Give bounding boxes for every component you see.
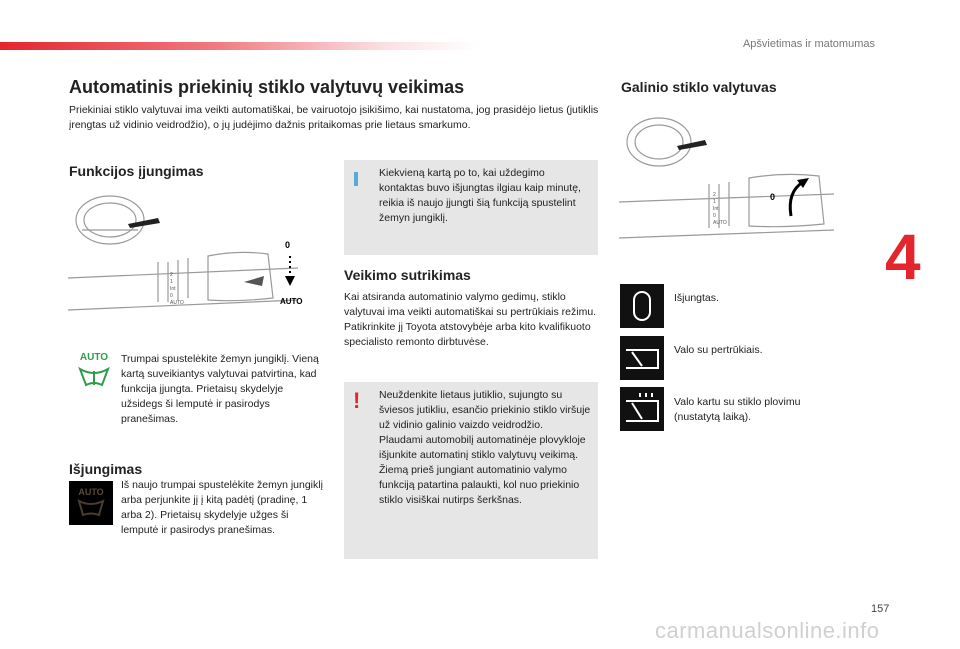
page-number: 157: [871, 603, 890, 615]
svg-text:Int: Int: [170, 286, 176, 292]
svg-text:Int: Int: [713, 206, 719, 212]
section-title: Apšvietimas ir matomumas: [742, 38, 875, 50]
front-wiper-stalk-illustration: [68, 190, 318, 320]
auto-wiper-indicator-icon: AUTO: [74, 352, 114, 394]
malfunction-text: Kai atsiranda automatinio valymo gedimų, stiklo valytuvai ima veikti automatiškai su pertrūkiais režimu. Patikrinkite jį Toyota atstovybėje arba kito kvalifikuoto specialisto remonto dirbtuvėse.: [344, 291, 597, 348]
rear-wiper-intermittent-label: Valo su pertrūkiais.: [674, 344, 763, 356]
svg-text:1: 1: [170, 279, 173, 285]
svg-text:AUTO: AUTO: [170, 300, 184, 306]
warning-text: Neuždenkite lietaus jutiklio, sujungto su šviesos jutikliu, esančio priekinio stiklo viršuje už vidinio galinio vaizdo veidrodžio. Plaudami automobilį automatinėje plovykloje išjunkite automatinį stiklo valytuvų veikimą. Žiemą prieš jungiant automatinio valymo funkciją patartina palaukti, kol nuo priekinio stiklo visiškai nutirps šerkšnas.: [379, 389, 591, 506]
rear-wiper-intermittent-icon: [620, 336, 664, 380]
svg-text:AUTO: AUTO: [713, 220, 727, 226]
stalk-label-auto: AUTO: [280, 297, 303, 306]
info-box: [344, 160, 598, 255]
svg-text:0: 0: [713, 213, 716, 219]
page-title: Automatinis priekinių stiklo valytuvų veikimas: [69, 77, 465, 97]
info-icon: [354, 172, 358, 186]
chapter-number: 4: [885, 221, 921, 293]
rear-wiper-washer-label: Valo kartu su stiklo plovimu (nustatytą laiką).: [674, 396, 801, 423]
svg-text:2: 2: [713, 192, 716, 198]
activation-heading: Funkcijos įjungimas: [69, 163, 204, 179]
header-accent-bar: [0, 42, 480, 50]
deactivation-text: Iš naujo trumpai spustelėkite žemyn jungiklį arba perjunkite jį į kitą padėtį (pradinę, 1 arba 2). Prietaisų skydelyje užges ši lemputė ir pasirodys pranešimas.: [121, 479, 323, 536]
auto-wiper-off-indicator-icon: AUTO: [69, 481, 113, 525]
info-text: Kiekvieną kartą po to, kai uždegimo kontaktas buvo išjungtas ilgiau kaip minutę, reikia iš naujo įjungti šią funkciją spustelint žemyn jungiklį.: [379, 167, 581, 224]
svg-text:1: 1: [713, 199, 716, 205]
rear-stalk-label-zero: 0: [770, 192, 776, 202]
malfunction-heading: Veikimo sutrikimas: [344, 267, 471, 283]
svg-text:0: 0: [170, 293, 173, 299]
warning-icon: !: [353, 388, 361, 413]
rear-wiper-heading: Galinio stiklo valytuvas: [621, 79, 777, 95]
warning-box: [344, 382, 598, 559]
rear-wiper-washer-icon: [620, 387, 664, 431]
rear-wiper-off-icon: [620, 284, 664, 328]
activation-text: Trumpai spustelėkite žemyn jungiklį. Vieną kartą suveikiantys valytuvai patvirtina, kad funkcija įjungta. Prietaisų skydelyje užsidegs ši lemputė ir pasirodys pranešimas.: [121, 353, 319, 425]
rear-wiper-stalk-illustration: [619, 110, 849, 245]
stalk-label-zero: 0: [285, 240, 291, 250]
deactivation-heading: Išjungimas: [69, 461, 143, 477]
intro-text: Priekiniai stiklo valytuvai ima veikti automatiškai, be vairuotojo įsikišimo, kai nustatoma, jog prasidėjo lietus (jutiklis įrengtas už vidinio veidrodžio), o jų judėjimo dažnis pritaikomas prie lietaus smarkumo.: [69, 104, 599, 131]
svg-text:2: 2: [170, 272, 173, 278]
rear-wiper-off-label: Išjungtas.: [674, 292, 719, 304]
watermark: carmanualsonline.info: [655, 618, 880, 643]
